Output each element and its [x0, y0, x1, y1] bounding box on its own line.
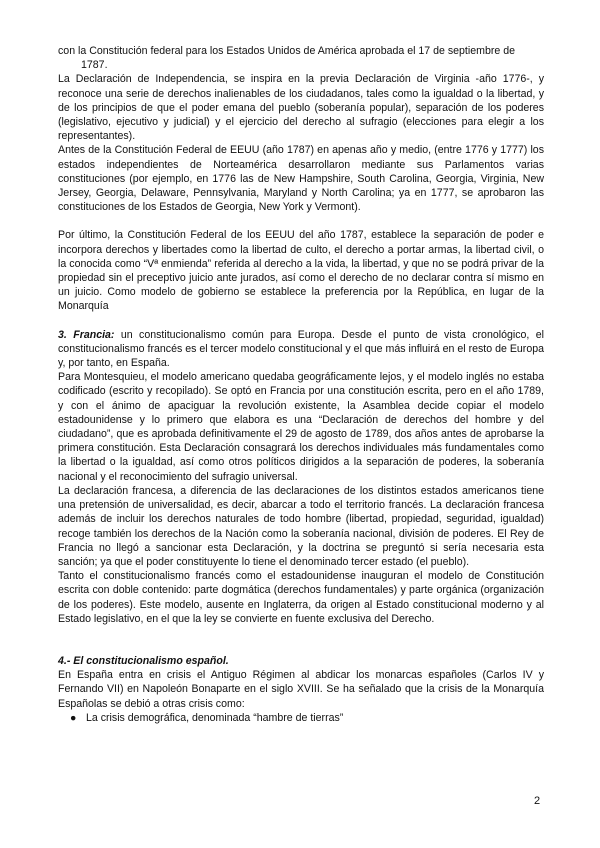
spacer	[58, 626, 544, 654]
section-heading-spain: 4.- El constitucionalismo español.	[58, 654, 229, 667]
list-item-text: La crisis demográfica, denominada “hambre de tierras”	[86, 711, 344, 724]
spacer	[58, 214, 544, 228]
bullet-icon: ●	[70, 711, 77, 724]
paragraph-montesquieu: Para Montesquieu, el modelo americano quedaba geográficamente lejos, y el modelo inglés no estaba codificado (escrito y recopilado). Se optó en Francia por una constitución escrita, pero en el año 1789, y con el ánimo de apaciguar la revolución existente, la Asamblea decide copiar el modelo estadounidense y lo primero que elabora es una “Declaración de derechos del hombre y del ciudadano”, que es aprobada definitivamente el 29 de agosto de 1789, dos años antes de aprobarse la primera constitución. Esta Declaración consagrará los derechos individuales más fundamentales como la libertad o la igualdad, así como otros políticos dirigidos a la separación de poderes, la soberanía nacional y el reconocimiento del sufragio universal.	[58, 371, 544, 483]
paragraph-dual-content: Tanto el constitucionalismo francés como el estadounidense inauguran el modelo de Constitución escrita con doble contenido: parte dogmática (derechos fundamentales) y parte orgánica (organización de los poderes). Este modelo, ausente en Inglaterra, da origen al Estado constitucional moderno y al Estado legislativo, en el que la ley se convierte en fuente exclusiva del Derecho.	[58, 570, 544, 625]
paragraph-federal-constitution: Por último, la Constitución Federal de los EEUU del año 1787, establece la separación de poder e incorpora derechos y libertades como la libertad de culto, el derecho a portar armas, la libertad civil, o la conocida como “Vª enmienda” referida al derecho a la vida, la libertad, y que no se podrá privar de la propiedad sin el preceptivo juicio ante jurados, así como el derecho de no declarar contra sí mismo en un juicio. Como modelo de gobierno se establece la preferencia por la República, en lugar de la Monarquía	[58, 229, 544, 313]
spacer	[58, 314, 544, 328]
paragraph-independence-declaration: La Declaración de Independencia, se inspira en la previa Declaración de Virginia -año 1776-, y reconoce una serie de derechos inalienables de los ciudadanos, tales como la igualdad o la libertad, y de los principios de que el poder emana del pueblo (soberanía popular), separación de los poderes (legislativo, ejecutivo y judicial) y el ejercicio del derecho al sufragio (elecciones para elegir a los representantes).	[58, 73, 544, 143]
paragraph-france-intro	[58, 328, 544, 371]
paragraph-constitution-year: 1787.	[81, 59, 108, 72]
document-page	[58, 44, 544, 725]
paragraph-spain-crisis: En España entra en crisis el Antiguo Régimen al abdicar los monarcas españoles (Carlos IV y Fernando VII) en Napoleón Bonaparte en el siglo XVIII. Se ha señalado que la crisis de la Monarquía Españolas se debió a otras crisis como:	[58, 669, 544, 710]
paragraph-french-declaration: La declaración francesa, a diferencia de las declaraciones de los distintos estados americanos tiene una pretensión de universalidad, es decir, abarcar a todo el territorio francés. La declaración francesa además de incluir los derechos naturales de todo hombre (libertad, propiedad, seguridad, igualdad) recoge también los derechos de la Nación como la soberanía nacional, división de poderes. El Rey de Francia no llegó a sancionar esta Declaración, y la doctrina se preguntó si sería necesaria esta sanción; ya que el poder constituyente lo tiene el denominado tercer estado (el pueblo).	[58, 484, 544, 568]
france-intro-text: un constitucionalismo común para Europa. Desde el punto de vista cronológico, el constitucionalismo francés es el tercer modelo constitucional y el que más influirá en el resto de Europa y, por tanto, en España.	[58, 328, 544, 370]
crisis-list	[58, 711, 544, 725]
paragraph-constitution-intro: con la Constitución federal para los Estados Unidos de América aprobada el 17 de septiembre de	[58, 45, 515, 57]
section-heading-france: 3. Francia:	[58, 328, 115, 341]
paragraph-state-constitutions: Antes de la Constitución Federal de EEUU (año 1787) en apenas año y medio, (entre 1776 y 1777) los estados independientes de Norteamérica desarrollaron mediante sus Parlamentos varias constituciones (por ejemplo, en 1776 las de New Hampshire, South Carolina, Georgia, Virginia, New Jersey, Georgia, Delaware, Pennsylvania, Maryland y North Carolina; ya en 1777, se aprobaron las constituciones de los Estados de Georgia, New York y Vermont).	[58, 144, 544, 214]
page-number: 2	[534, 795, 541, 807]
list-item	[70, 711, 544, 725]
